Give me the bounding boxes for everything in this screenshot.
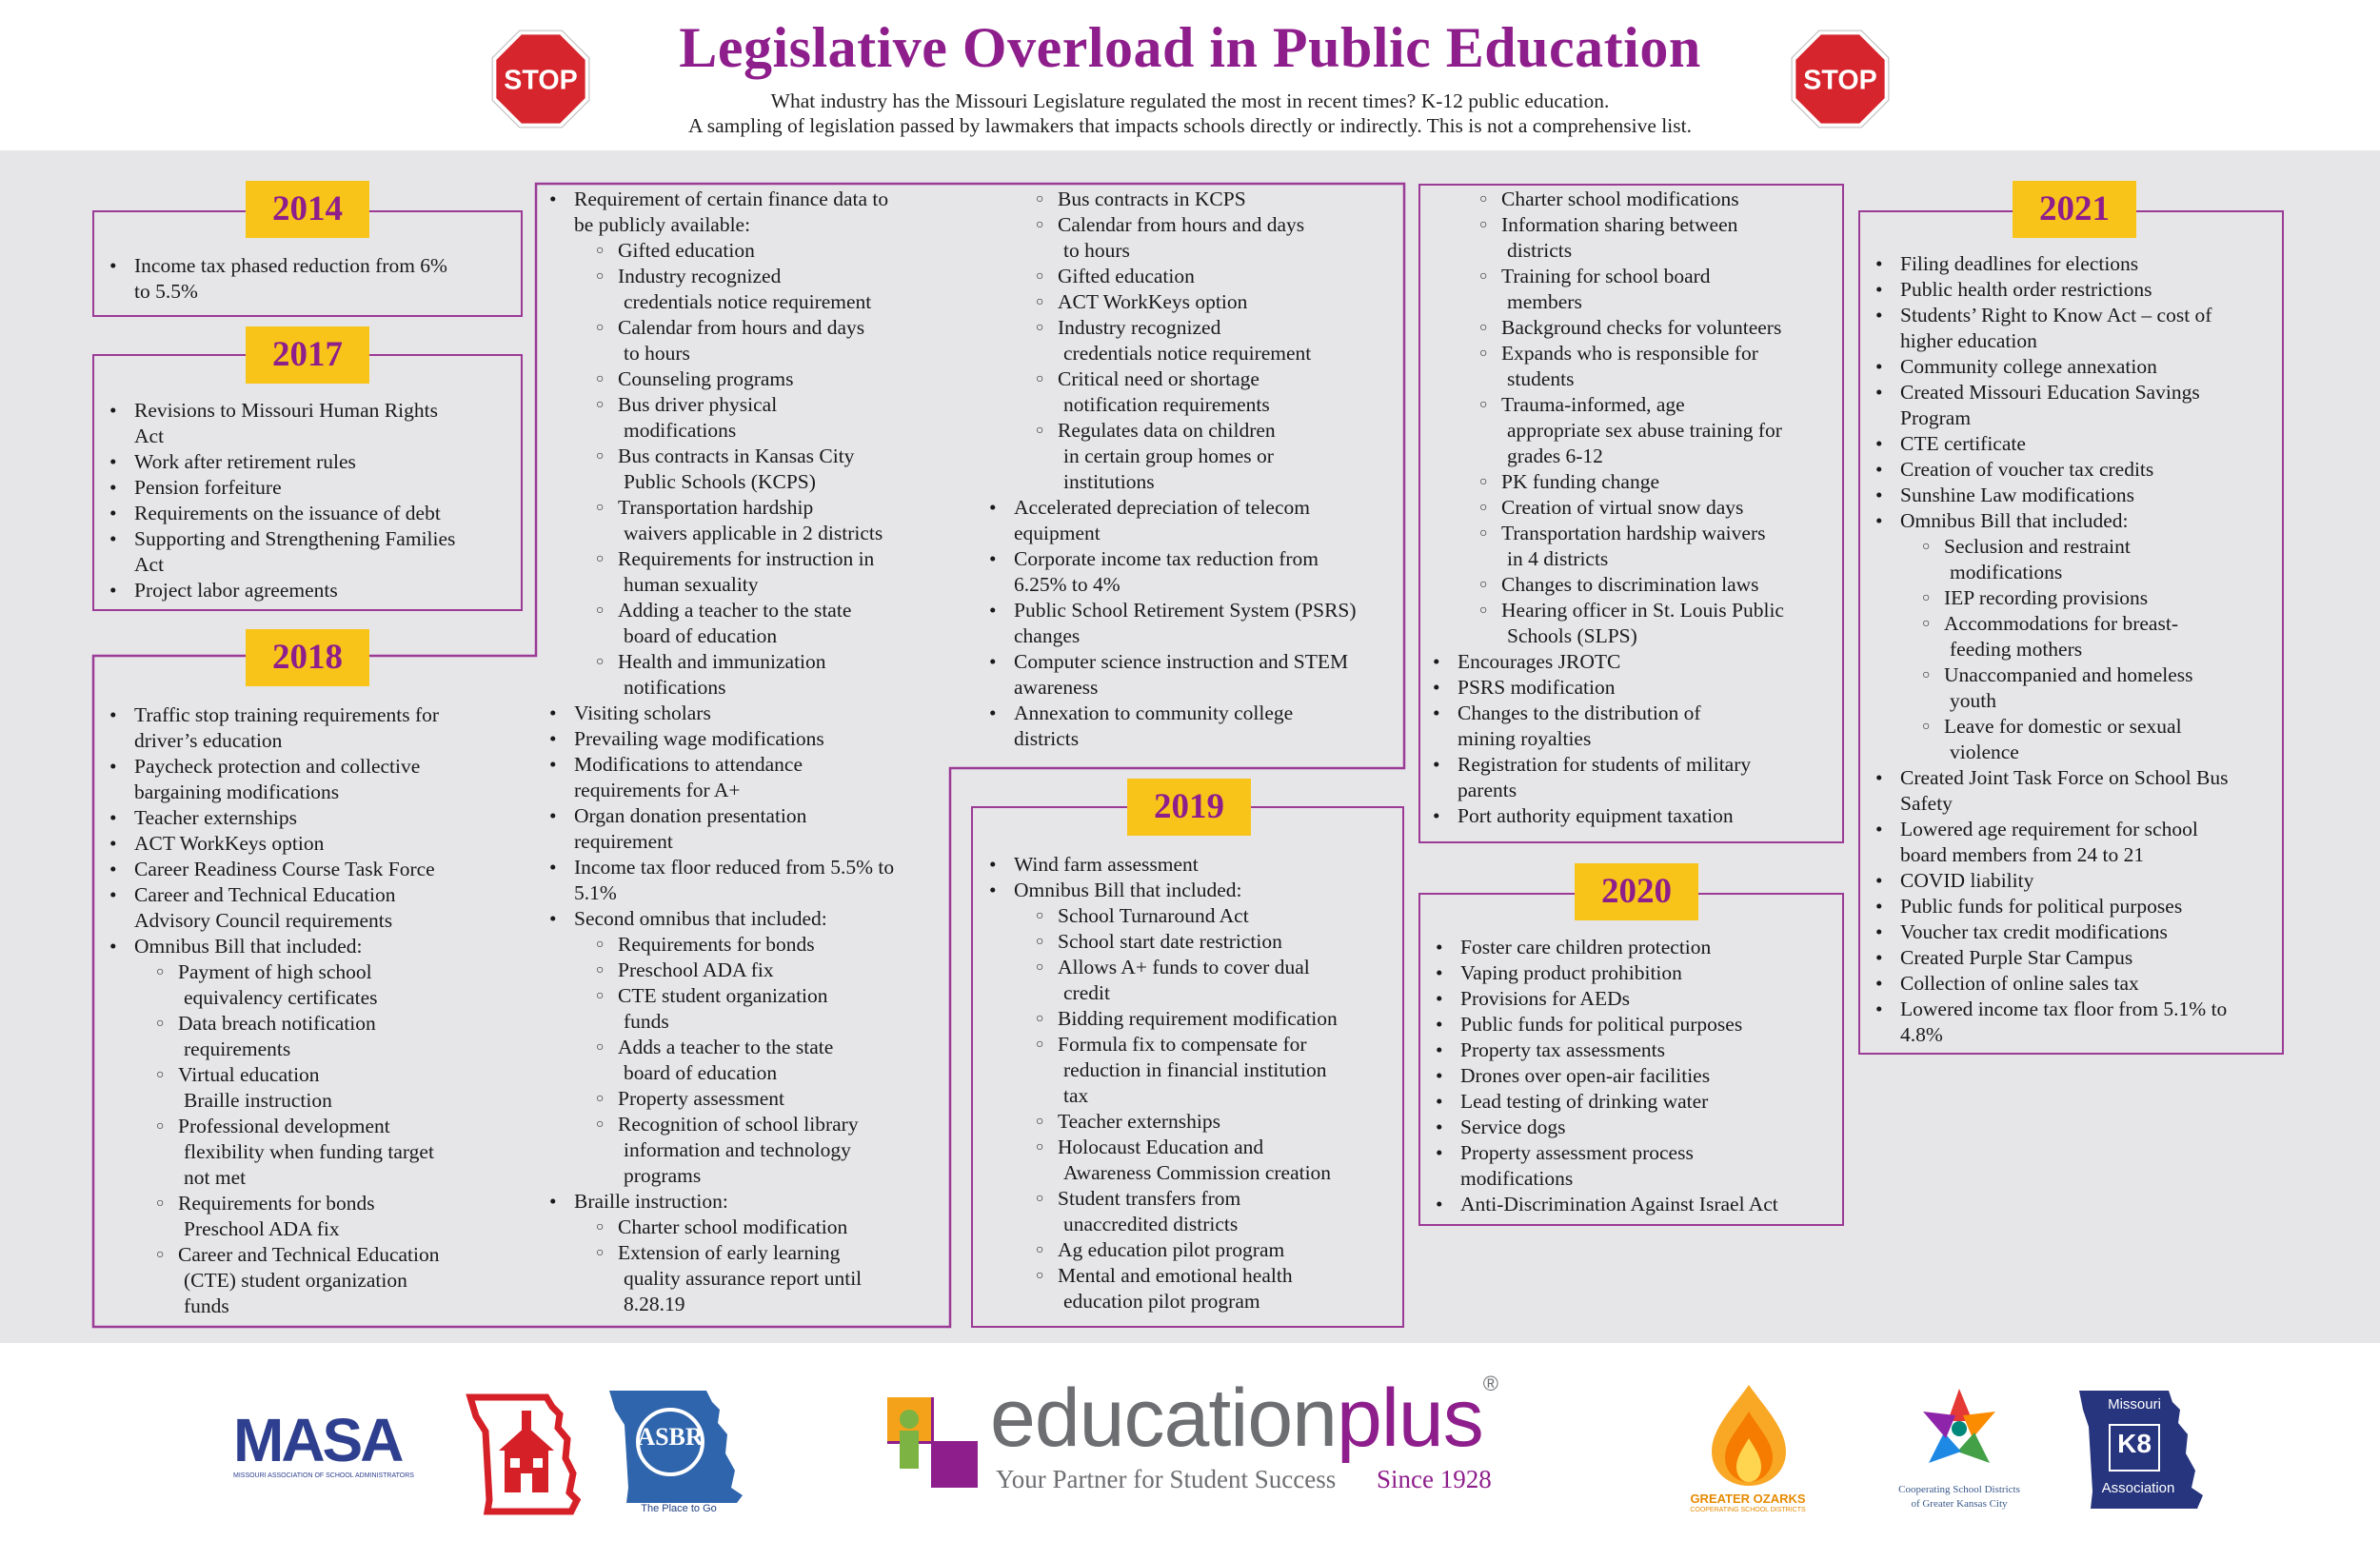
list-item: Safety (1900, 792, 1953, 815)
page-subtitle-line2: A sampling of legislation passed by lawmakers that impacts schools directly or indirectly. This is not a comprehensive list. (688, 114, 1692, 137)
sub-list-item: ○ Information sharing between (1426, 212, 1845, 238)
sub-list-item: youth (1950, 689, 1996, 712)
sub-list-item: members (1507, 290, 1582, 313)
sub-list-item: ○ Training for school board (1426, 264, 1845, 289)
sub-list-item: ○ Hearing officer in St. Louis Public (1426, 598, 1845, 623)
sub-list-item: ○ Counseling programs (543, 366, 962, 392)
list-item: • Community college annexation (1869, 354, 2288, 380)
sub-list-item: ○ Recognition of school library (543, 1112, 962, 1137)
list-item: • Drones over open-air facilities (1429, 1063, 1848, 1089)
list-2018-b (543, 187, 962, 1317)
list-item: • Paycheck protection and collective (103, 754, 522, 780)
list-item: • Requirements on the issuance of debt (103, 501, 512, 526)
list-item: parents (1458, 779, 1517, 801)
educationplus-tagline: Your Partner for Student Success (996, 1465, 1337, 1493)
sub-list-item: ○ Accommodations for breast- (1869, 611, 2288, 637)
sub-list-item: Public Schools (KCPS) (624, 470, 816, 493)
sub-list-item: ○ Background checks for volunteers (1426, 315, 1845, 341)
list-item: • COVID liability (1869, 868, 2288, 894)
educationplus-word1: education (990, 1373, 1337, 1464)
list-item: • Encourages JROTC (1426, 649, 1845, 675)
sub-list-item: Schools (SLPS) (1507, 624, 1637, 647)
sub-list-item: ○ Student transfers from (982, 1186, 1401, 1212)
sub-list-item: ○ Requirements for bonds (103, 1191, 522, 1216)
list-item: • Public funds for political purposes (1429, 1012, 1848, 1037)
sub-list-item: modifications (624, 419, 737, 442)
missouri-k8-mid: K8 (2117, 1429, 2152, 1458)
sub-list-item: Awareness Commission creation (1063, 1161, 1332, 1184)
educationplus-since: Since 1928 (1376, 1465, 1492, 1493)
list-item: • Public funds for political purposes (1869, 894, 2288, 919)
sub-list-item: ○ Leave for domestic or sexual (1869, 714, 2288, 740)
missouri-k8-top: Missouri (2108, 1396, 2161, 1413)
list-item: driver’s education (134, 729, 283, 752)
list-item: • Corporate income tax reduction from (982, 546, 1401, 572)
list-item: • Public School Retirement System (PSRS) (982, 598, 1401, 623)
sub-list-item: ○ Creation of virtual snow days (1426, 495, 1845, 521)
list-item: equipment (1014, 522, 1101, 544)
sub-list-item: ○ Requirements for instruction in (543, 546, 962, 572)
list-item: board members from 24 to 21 (1900, 843, 2145, 866)
list-item: • Requirement of certain finance data to (543, 187, 962, 212)
sub-list-item: 8.28.19 (624, 1293, 685, 1315)
list-item: awareness (1014, 676, 1099, 699)
sub-list-item: ○ Bidding requirement modification (982, 1006, 1401, 1032)
list-item: • Career and Technical Education (103, 882, 522, 908)
list-2017 (103, 398, 512, 603)
sub-list-item: ○ School Turnaround Act (982, 903, 1401, 929)
sub-list-item: ○ Extension of early learning (543, 1240, 962, 1266)
sub-list-item: ○ Bus contracts in Kansas City (543, 444, 962, 469)
missouri-k8-bottom: Association (2101, 1480, 2175, 1496)
list-item: • Created Missouri Education Savings (1869, 380, 2288, 405)
sub-list-item: ○ Transportation hardship (543, 495, 962, 521)
list-item: • Lowered income tax floor from 5.1% to (1869, 997, 2288, 1022)
sub-list-item: ○ Regulates data on children (982, 418, 1401, 444)
list-2020 (1429, 935, 1848, 1217)
list-item: 6.25% to 4% (1014, 573, 1121, 596)
list-item: • Lowered age requirement for school (1869, 817, 2288, 842)
list-item: • Annexation to community college (982, 701, 1401, 726)
list-item: • Pension forfeiture (103, 475, 512, 501)
sub-list-item: ○ Expands who is responsible for (1426, 341, 1845, 366)
list-item: • Second omnibus that included: (543, 906, 962, 932)
sub-list-item: ○ Industry recognized (543, 264, 962, 289)
educationplus-word2: plus (1336, 1373, 1483, 1464)
sub-list-item: ○ Transportation hardship waivers (1426, 521, 1845, 546)
educationplus-logo (990, 1372, 1561, 1466)
list-item: bargaining modifications (134, 780, 340, 803)
sub-list-item: funds (624, 1010, 669, 1033)
sub-list-item: ○ School start date restriction (982, 929, 1401, 955)
list-item: Advisory Council requirements (134, 909, 393, 932)
list-item: • Income tax phased reduction from 6% (103, 253, 512, 279)
list-2021 (1869, 251, 2288, 1048)
sub-list-item: ○ Data breach notification (103, 1011, 522, 1037)
list-item: • Created Joint Task Force on School Bus (1869, 765, 2288, 791)
sub-list-item: ○ CTE student organization (543, 983, 962, 1009)
sub-list-item: ○ Formula fix to compensate for (982, 1032, 1401, 1057)
sub-list-item: ○ Payment of high school (103, 959, 522, 985)
sub-list-item: ○ Calendar from hours and days (982, 212, 1401, 238)
list-item: • Computer science instruction and STEM (982, 649, 1401, 675)
list-item: Act (134, 425, 165, 447)
sub-list-item: Preschool ADA fix (184, 1217, 340, 1240)
list-item: requirements for A+ (574, 779, 741, 801)
list-item: • Filing deadlines for elections (1869, 251, 2288, 277)
list-item: • Public health order restrictions (1869, 277, 2288, 303)
sub-list-item: (CTE) student organization (184, 1269, 407, 1292)
list-item: • Collection of online sales tax (1869, 971, 2288, 997)
list-item: • Sunshine Law modifications (1869, 483, 2288, 508)
list-item: • Changes to the distribution of (1426, 701, 1845, 726)
sub-list-item: human sexuality (624, 573, 759, 596)
sub-list-item: ○ Bus driver physical (543, 392, 962, 418)
year-label-2020: 2020 (1575, 863, 1698, 920)
sub-list-item: notifications (624, 676, 726, 699)
stop-sign-text: STOP (1803, 65, 1877, 96)
list-item: higher education (1900, 329, 2037, 352)
sub-list-item: ○ Changes to discrimination laws (1426, 572, 1845, 598)
list-item: changes (1014, 624, 1081, 647)
list-item: • Port authority equipment taxation (1426, 803, 1845, 829)
list-item: • Students’ Right to Know Act – cost of (1869, 303, 2288, 328)
list-item: • PSRS modification (1426, 675, 1845, 701)
sub-list-item: students (1507, 367, 1575, 390)
sub-list-item: ○ Gifted education (543, 238, 962, 264)
greater-ozarks-line2: COOPERATING SCHOOL DISTRICTS (1690, 1507, 1806, 1513)
sub-list-item: ○ Adding a teacher to the state (543, 598, 962, 623)
sub-list-item: Braille instruction (184, 1089, 332, 1112)
masa-logo (233, 1406, 433, 1479)
missouri-schoolhouse-icon (465, 1393, 581, 1517)
sub-list-item: not met (184, 1166, 247, 1189)
sub-list-item: ○ Teacher externships (982, 1109, 1401, 1135)
list-item: Act (134, 553, 165, 576)
sub-list-item: credentials notice requirement (1063, 342, 1312, 365)
sub-list-item: funds (184, 1294, 229, 1317)
sub-list-item: ○ Virtual education (103, 1062, 522, 1088)
sub-list-item: violence (1950, 741, 2019, 763)
list-item: • Supporting and Strengthening Families (103, 526, 512, 552)
sub-list-item: ○ Professional development (103, 1114, 522, 1139)
sub-list-item: ○ Gifted education (982, 264, 1401, 289)
educationplus-tagline-row (996, 1465, 1567, 1494)
educationplus-mark-icon (887, 1397, 978, 1488)
page-subtitle-line1: What industry has the Missouri Legislature regulated the most in recent times? K-12 public education. (770, 89, 1610, 112)
list-item: • Omnibus Bill that included: (982, 878, 1401, 903)
sub-list-item: ○ Requirements for bonds (543, 932, 962, 958)
sub-list-item: board of education (624, 624, 778, 647)
list-item: • Voucher tax credit modifications (1869, 919, 2288, 945)
sub-list-item: education pilot program (1063, 1290, 1260, 1313)
list-item: • Lead testing of drinking water (1429, 1089, 1848, 1115)
sub-list-item: in certain group homes or (1063, 445, 1274, 467)
sub-list-item: ○ Allows A+ funds to cover dual (982, 955, 1401, 980)
list-item: requirement (574, 830, 673, 853)
sub-list-item: ○ Calendar from hours and days (543, 315, 962, 341)
sub-list-item: institutions (1063, 470, 1155, 493)
list-2018-c (982, 187, 1401, 752)
sub-list-item: board of education (624, 1061, 778, 1084)
list-item: • Wind farm assessment (982, 852, 1401, 878)
sub-list-item: ○ Seclusion and restraint (1869, 534, 2288, 560)
year-label-2017: 2017 (246, 326, 369, 384)
year-label-2019: 2019 (1127, 779, 1251, 836)
sub-list-item: ○ Charter school modification (543, 1215, 962, 1240)
list-item: • Service dogs (1429, 1115, 1848, 1140)
list-item: 4.8% (1900, 1023, 1943, 1046)
sub-list-item: ○ Ag education pilot program (982, 1237, 1401, 1263)
sub-list-item: ○ PK funding change (1426, 469, 1845, 495)
sub-list-item: notification requirements (1063, 393, 1270, 416)
sub-list-item: feeding mothers (1950, 638, 2083, 661)
list-item: • Accelerated depreciation of telecom (982, 495, 1401, 521)
csd-line1: Cooperating School Districts (1898, 1484, 2020, 1495)
sub-list-item: equivalency certificates (184, 986, 378, 1009)
list-item: • Visiting scholars (543, 701, 962, 726)
sub-list-item: ○ Holocaust Education and (982, 1135, 1401, 1160)
list-item: • Teacher externships (103, 805, 522, 831)
sub-list-item: ○ Industry recognized (982, 315, 1401, 341)
list-item: • CTE certificate (1869, 431, 2288, 457)
sub-list-item: districts (1507, 239, 1573, 262)
list-item: districts (1014, 727, 1080, 750)
greater-ozarks-line1: GREATER OZARKS (1690, 1492, 1806, 1506)
csd-kansas-city-icon (1914, 1383, 2005, 1478)
list-item: • Modifications to attendance (543, 752, 962, 778)
sub-list-item: quality assurance report until (624, 1267, 863, 1290)
sub-list-item: ○ IEP recording provisions (1869, 585, 2288, 611)
list-item: be publicly available: (574, 213, 751, 236)
list-item: • Vaping product prohibition (1429, 960, 1848, 986)
list-2018-a (103, 702, 522, 1319)
asbr-logo-text: ASBR (637, 1423, 704, 1451)
sub-list-item: ○ Charter school modifications (1426, 187, 1845, 212)
sub-list-item: information and technology (624, 1138, 851, 1161)
educationplus-registered: ® (1482, 1372, 1498, 1395)
sub-list-item: programs (624, 1164, 702, 1187)
sub-list-item: requirements (184, 1037, 291, 1060)
sub-list-item: modifications (1950, 561, 2063, 583)
list-item: • Anti-Discrimination Against Israel Act (1429, 1192, 1848, 1217)
list-item: • Omnibus Bill that included: (1869, 508, 2288, 534)
list-item: • Traffic stop training requirements for (103, 702, 522, 728)
sub-list-item: to hours (624, 342, 690, 365)
list-item: • Braille instruction: (543, 1189, 962, 1215)
stop-sign-text: STOP (504, 65, 578, 96)
list-item: • Project labor agreements (103, 578, 512, 603)
masa-caption: MISSOURI ASSOCIATION OF SCHOOL ADMINISTRATORS (233, 1472, 414, 1479)
page-footer (0, 1343, 2380, 1541)
sub-list-item: credit (1063, 981, 1110, 1004)
sub-list-item: ○ Property assessment (543, 1086, 962, 1112)
sub-list-item: ○ Critical need or shortage (982, 366, 1401, 392)
year-label-2014: 2014 (246, 181, 369, 238)
list-item: • Created Purple Star Campus (1869, 945, 2288, 971)
list-2019-a (982, 852, 1401, 1314)
sub-list-item: flexibility when funding target (184, 1140, 434, 1163)
list-item: • Registration for students of military (1426, 752, 1845, 778)
sub-list-item: tax (1063, 1084, 1089, 1107)
list-item: • Income tax floor reduced from 5.5% to (543, 855, 962, 880)
csd-line2: of Greater Kansas City (1911, 1498, 2008, 1510)
year-label-2018: 2018 (246, 629, 369, 686)
list-item: • Career Readiness Course Task Force (103, 857, 522, 882)
sub-list-item: unaccredited districts (1063, 1213, 1239, 1235)
sub-list-item: ○ ACT WorkKeys option (982, 289, 1401, 315)
asbr-logo (607, 1389, 750, 1522)
greater-ozarks-flame-icon (1706, 1383, 1792, 1488)
sub-list-item: ○ Trauma-informed, age (1426, 392, 1845, 418)
list-item: • Omnibus Bill that included: (103, 934, 522, 959)
list-item: to 5.5% (134, 280, 198, 303)
year-label-2021: 2021 (2013, 181, 2136, 238)
sub-list-item: ○ Career and Technical Education (103, 1242, 522, 1268)
list-item: • Property tax assessments (1429, 1037, 1848, 1063)
list-item: • Prevailing wage modifications (543, 726, 962, 752)
list-item: 5.1% (574, 881, 617, 904)
list-item: • Work after retirement rules (103, 449, 512, 475)
masa-logo-text: MASA (233, 1406, 402, 1474)
list-item: • Organ donation presentation (543, 803, 962, 829)
page-header (0, 0, 2380, 150)
list-item: • Property assessment process (1429, 1140, 1848, 1166)
sub-list-item: ○ Bus contracts in KCPS (982, 187, 1401, 212)
sub-list-item: waivers applicable in 2 districts (624, 522, 883, 544)
page-title: Legislative Overload in Public Education (679, 16, 1701, 79)
sub-list-item: reduction in financial institution (1063, 1058, 1327, 1081)
list-item: • Revisions to Missouri Human Rights (103, 398, 512, 424)
sub-list-item: to hours (1063, 239, 1130, 262)
sub-list-item: credentials notice requirement (624, 290, 872, 313)
list-item: • Foster care children protection (1429, 935, 1848, 960)
list-2014 (103, 253, 512, 305)
sub-list-item: ○ Adds a teacher to the state (543, 1035, 962, 1060)
missouri-k8-logo (2077, 1389, 2211, 1512)
sub-list-item: ○ Mental and emotional health (982, 1263, 1401, 1289)
sub-list-item: ○ Unaccompanied and homeless (1869, 662, 2288, 688)
list-item: modifications (1460, 1167, 1574, 1190)
list-item: Program (1900, 406, 1972, 429)
sub-list-item: ○ Preschool ADA fix (543, 958, 962, 983)
sub-list-item: in 4 districts (1507, 547, 1609, 570)
list-item: • Creation of voucher tax credits (1869, 457, 2288, 483)
sub-list-item: ○ Health and immunization (543, 649, 962, 675)
list-item: mining royalties (1458, 727, 1592, 750)
asbr-caption: The Place to Go (641, 1503, 717, 1514)
list-2019-b (1426, 187, 1845, 829)
list-item: • ACT WorkKeys option (103, 831, 522, 857)
sub-list-item: appropriate sex abuse training for (1507, 419, 1782, 442)
list-item: • Provisions for AEDs (1429, 986, 1848, 1012)
sub-list-item: grades 6-12 (1507, 445, 1603, 467)
